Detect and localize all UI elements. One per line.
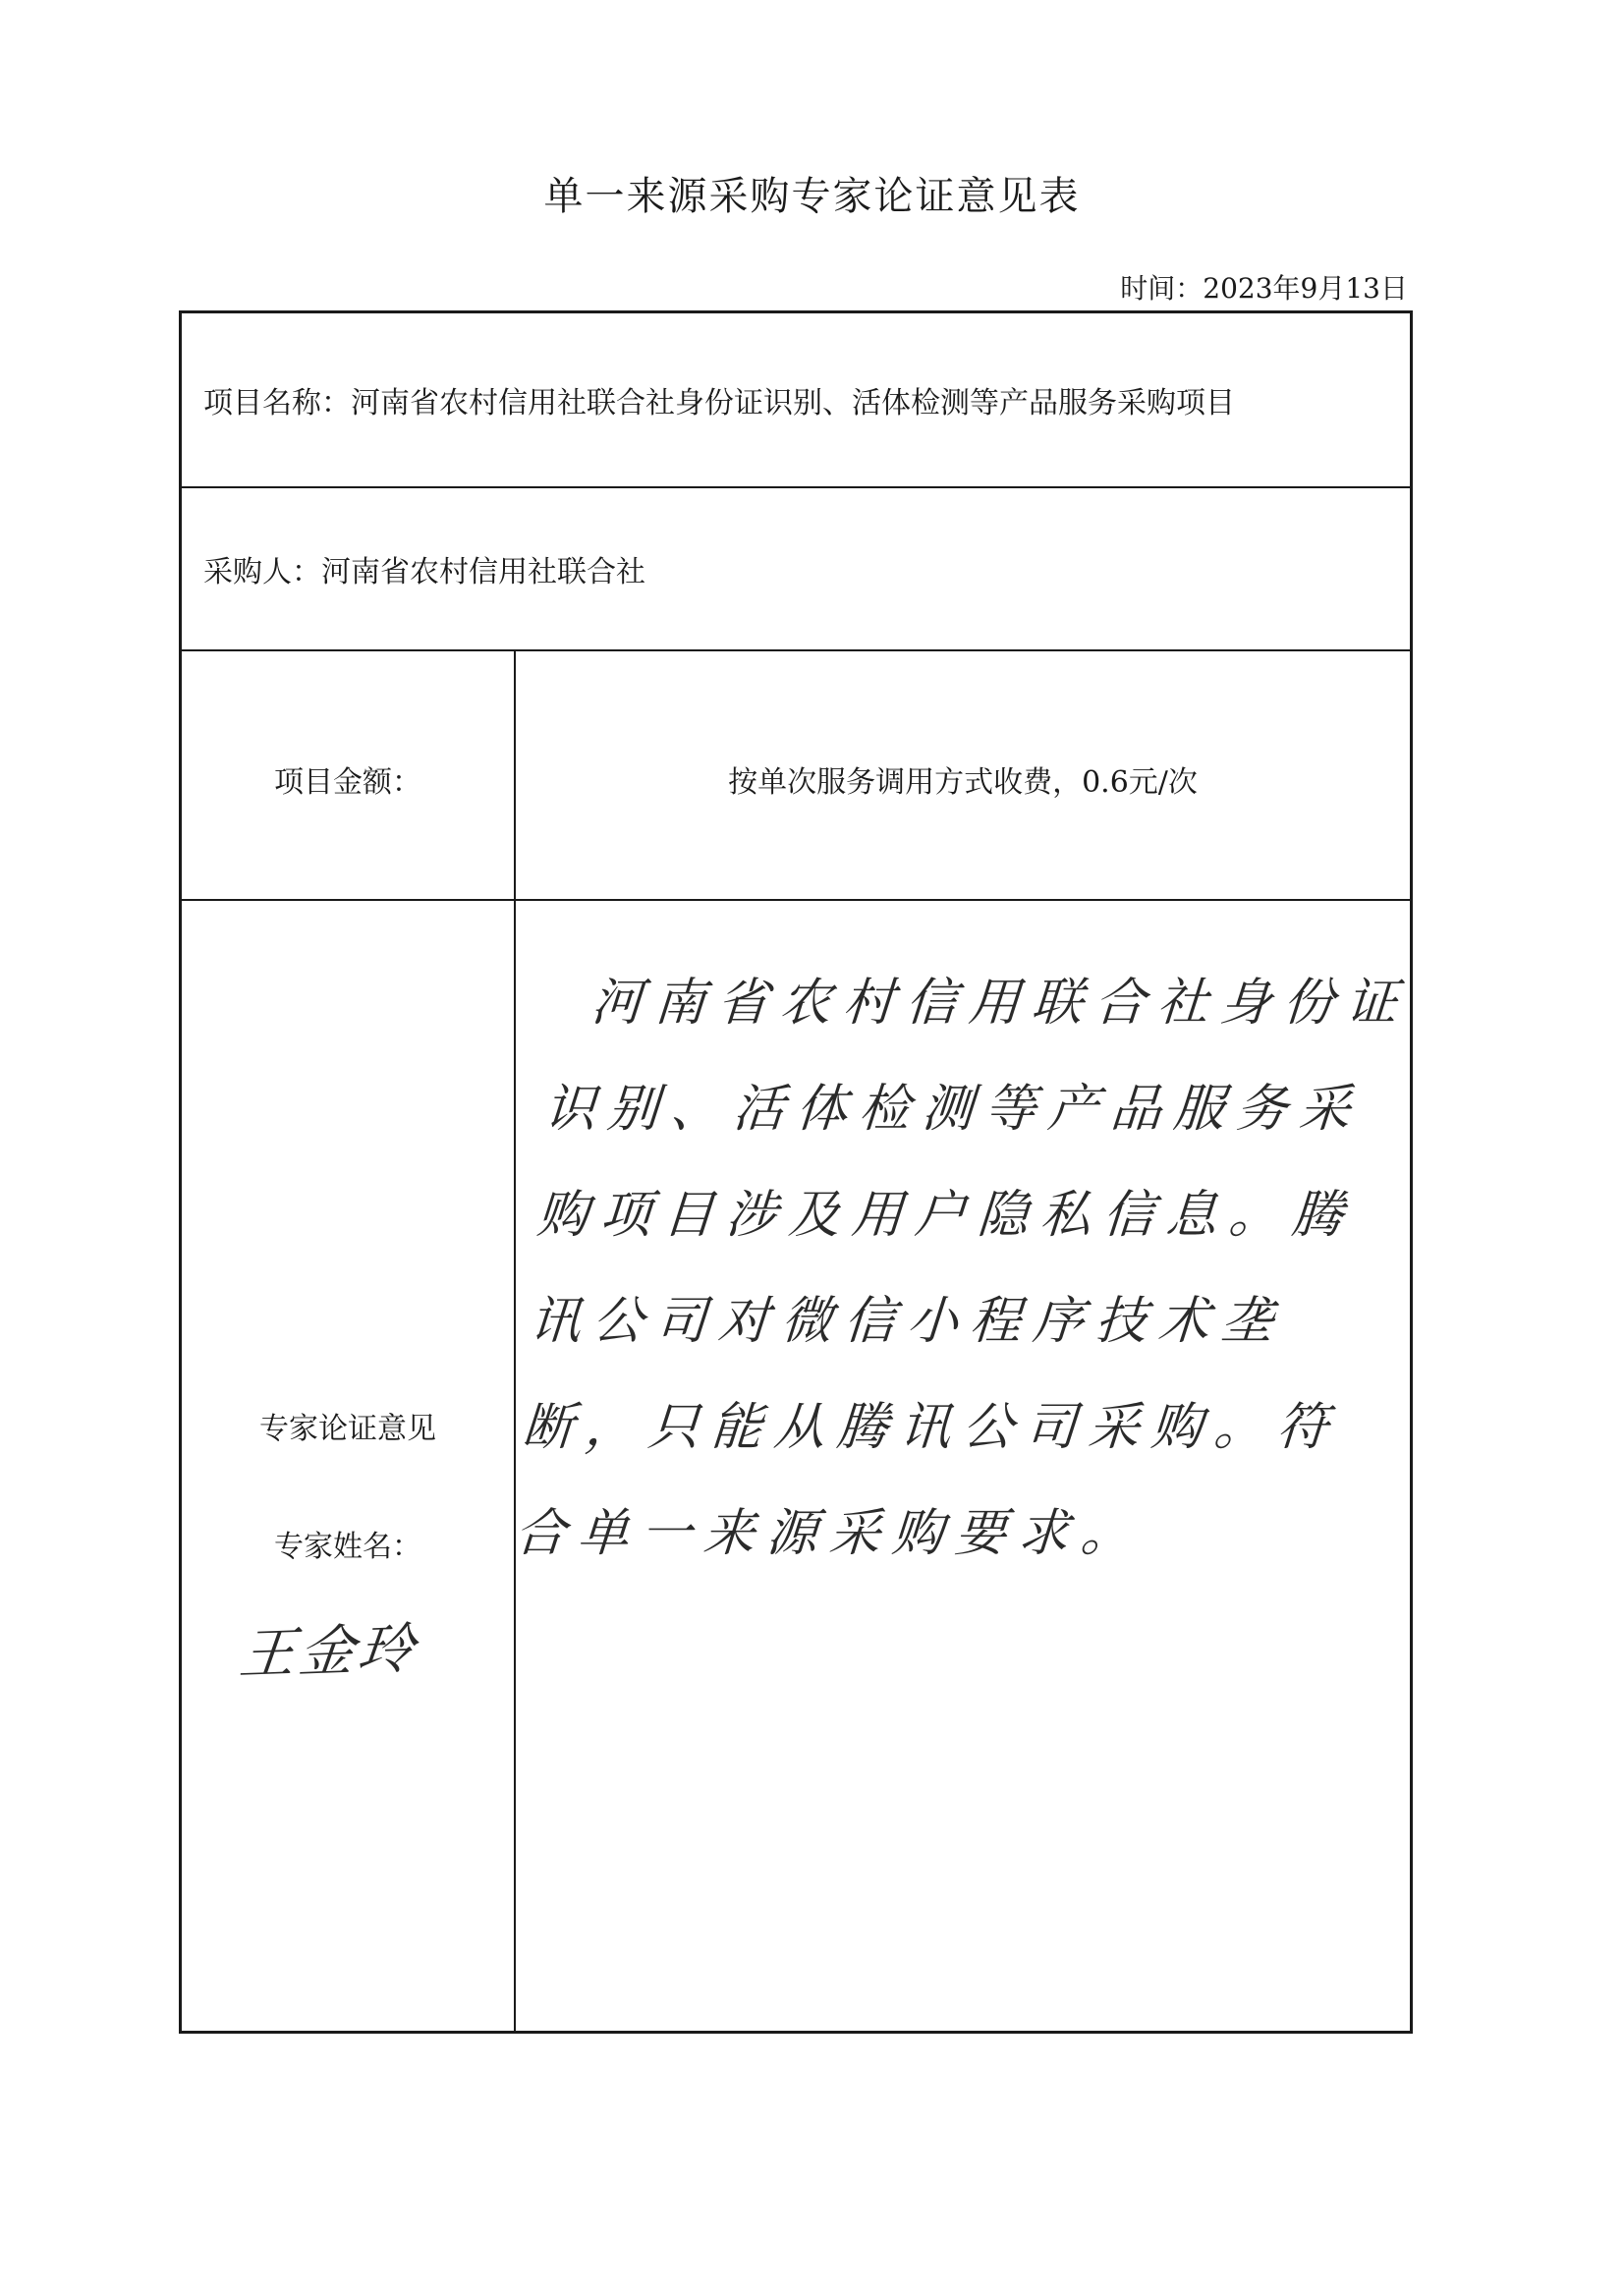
form-date: 时间：2023年9月13日 <box>1120 272 1408 305</box>
opinion-row <box>182 901 1410 2031</box>
buyer-text: 采购人：河南省农村信用社联合社 <box>203 555 645 589</box>
amount-label-cell <box>182 651 516 899</box>
project-name-text: 项目名称：河南省农村信用社联合社身份证识别、活体检测等产品服务采购项目 <box>203 386 1235 420</box>
amount-label: 项目金额： <box>274 765 421 800</box>
expert-signature <box>236 1608 457 1697</box>
project-name-row <box>182 313 1410 488</box>
handwritten-opinion-text: 河南省农村信用联合社身份证识别、活体检测等产品服务采购项目涉及用户隐私信息。腾讯公司对微信小程序技术垄断，只能从腾讯公司采购。符合单一来源采购要求。 <box>513 974 1411 1563</box>
amount-row <box>182 651 1410 901</box>
amount-value-cell <box>516 651 1410 899</box>
opinion-label: 专家论证意见 <box>259 1412 436 1446</box>
opinion-form-table <box>179 310 1413 2034</box>
opinion-label-cell <box>182 901 516 2031</box>
page-title: 单一来源采购专家论证意见表 <box>543 174 1081 219</box>
expert-signature-text: 王金玲 <box>236 1616 421 1688</box>
buyer-row <box>182 488 1410 651</box>
expert-name-label: 专家姓名： <box>274 1530 421 1564</box>
opinion-text-cell <box>513 901 1411 2031</box>
handwritten-opinion <box>511 950 1420 1587</box>
amount-value: 按单次服务调用方式收费，0.6元/次 <box>728 765 1198 800</box>
